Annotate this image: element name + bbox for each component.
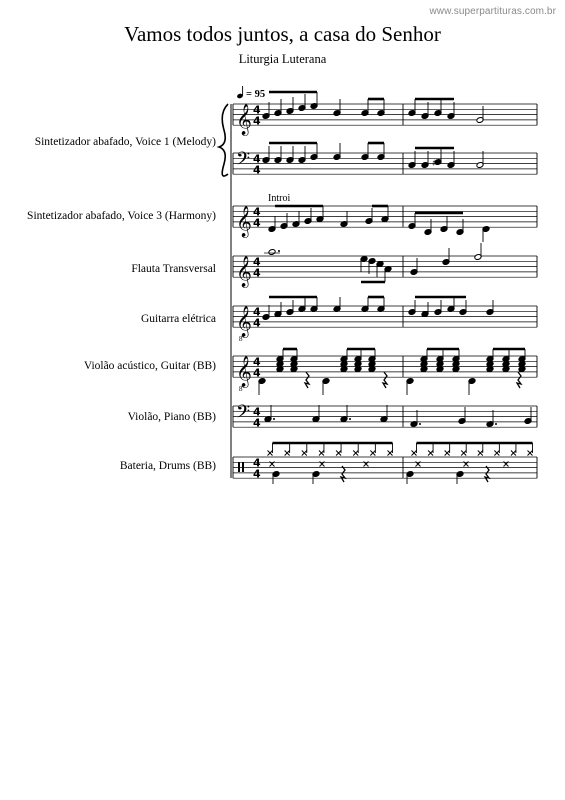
treble-clef-icon: 𝄞: [236, 256, 252, 288]
dot: [273, 418, 275, 420]
treble-clef-icon: 𝄞: [236, 356, 252, 388]
time-signature-bottom: 4: [253, 416, 261, 430]
cymbal-note-head: [302, 451, 307, 456]
instrument-label-drums: Bateria, Drums (BB): [119, 460, 216, 472]
time-signature-top: 4: [253, 205, 261, 219]
time-signature-bottom: 4: [253, 316, 261, 330]
treble-clef-icon: 𝄞: [236, 206, 252, 238]
time-signature-bottom: 4: [253, 366, 261, 380]
quarter-rest: [305, 372, 309, 388]
instrument-label-synth-harmony: Sintetizador abafado, Voice 3 (Harmony): [27, 210, 216, 222]
time-signature-top: 4: [253, 405, 261, 419]
treble-clef-icon: 𝄞: [236, 104, 252, 136]
section-mark: Introi: [268, 193, 291, 204]
cymbal-note-head: [336, 451, 341, 456]
quarter-rest: [485, 466, 489, 482]
dot: [278, 250, 280, 252]
instrument-label-flute: Flauta Transversal: [131, 263, 216, 275]
bass-clef-icon: 𝄢: [236, 149, 251, 174]
time-signature-bottom: 4: [253, 114, 261, 128]
time-signature-top: 4: [253, 152, 261, 166]
instrument-label-electric-guitar: Guitarra elétrica: [140, 313, 216, 325]
time-signature-bottom: 4: [253, 266, 261, 280]
percussion-clef-icon: [238, 462, 240, 472]
quarter-rest: [517, 372, 521, 388]
staff: [233, 103, 537, 136]
cymbal-note-head: [461, 451, 466, 456]
instrument-label-acoustic-guitar: Violão acústico, Guitar (BB): [83, 360, 216, 372]
octave-mark: 8: [239, 335, 243, 344]
percussion-clef-icon: [242, 462, 244, 472]
time-signature-bottom: 4: [253, 163, 261, 177]
time-signature-top: 4: [253, 456, 261, 470]
dot: [495, 423, 497, 425]
brace: [219, 104, 228, 176]
bass-clef-icon: 𝄢: [236, 402, 251, 427]
cymbal-note-head: [319, 451, 324, 456]
cymbal-note-head: [370, 451, 375, 456]
octave-mark: 8: [239, 385, 243, 394]
quarter-rest: [341, 466, 345, 482]
time-signature-top: 4: [253, 355, 261, 369]
dot: [349, 418, 351, 420]
time-signature-top: 4: [253, 255, 261, 269]
cymbal-note-head: [428, 451, 433, 456]
cymbal-note-head: [268, 451, 273, 456]
song-title: Vamos todos juntos, a casa do Senhor: [124, 22, 441, 46]
quarter-rest: [383, 372, 387, 388]
time-signature-bottom: 4: [253, 216, 261, 230]
cymbal-note-head: [388, 451, 393, 456]
watermark: www.superpartituras.com.br: [429, 6, 556, 17]
instrument-label-piano: Violão, Piano (BB): [127, 411, 216, 423]
music-notes: [236, 86, 532, 484]
song-subtitle: Liturgia Luterana: [238, 52, 327, 66]
cymbal-note-head: [353, 451, 358, 456]
time-signature-top: 4: [253, 305, 261, 319]
cymbal-note-head: [478, 451, 483, 456]
sharp-icon: ♯: [432, 159, 437, 169]
tempo-marking: = 95: [246, 89, 266, 100]
staff: [233, 457, 537, 481]
cymbal-note-head: [511, 451, 516, 456]
time-signature-bottom: 4: [253, 467, 261, 481]
cymbal-note-head: [412, 451, 417, 456]
cymbal-note-head: [528, 451, 533, 456]
time-signature-top: 4: [253, 103, 261, 117]
cymbal-note-head: [494, 451, 499, 456]
half-note-head: [268, 249, 276, 256]
cymbal-note-head: [445, 451, 450, 456]
cymbal-note-head: [285, 451, 290, 456]
treble-clef-icon: 𝄞: [236, 306, 252, 338]
dot: [419, 423, 421, 425]
instrument-label-synth-melody: Sintetizador abafado, Voice 1 (Melody): [34, 136, 216, 148]
